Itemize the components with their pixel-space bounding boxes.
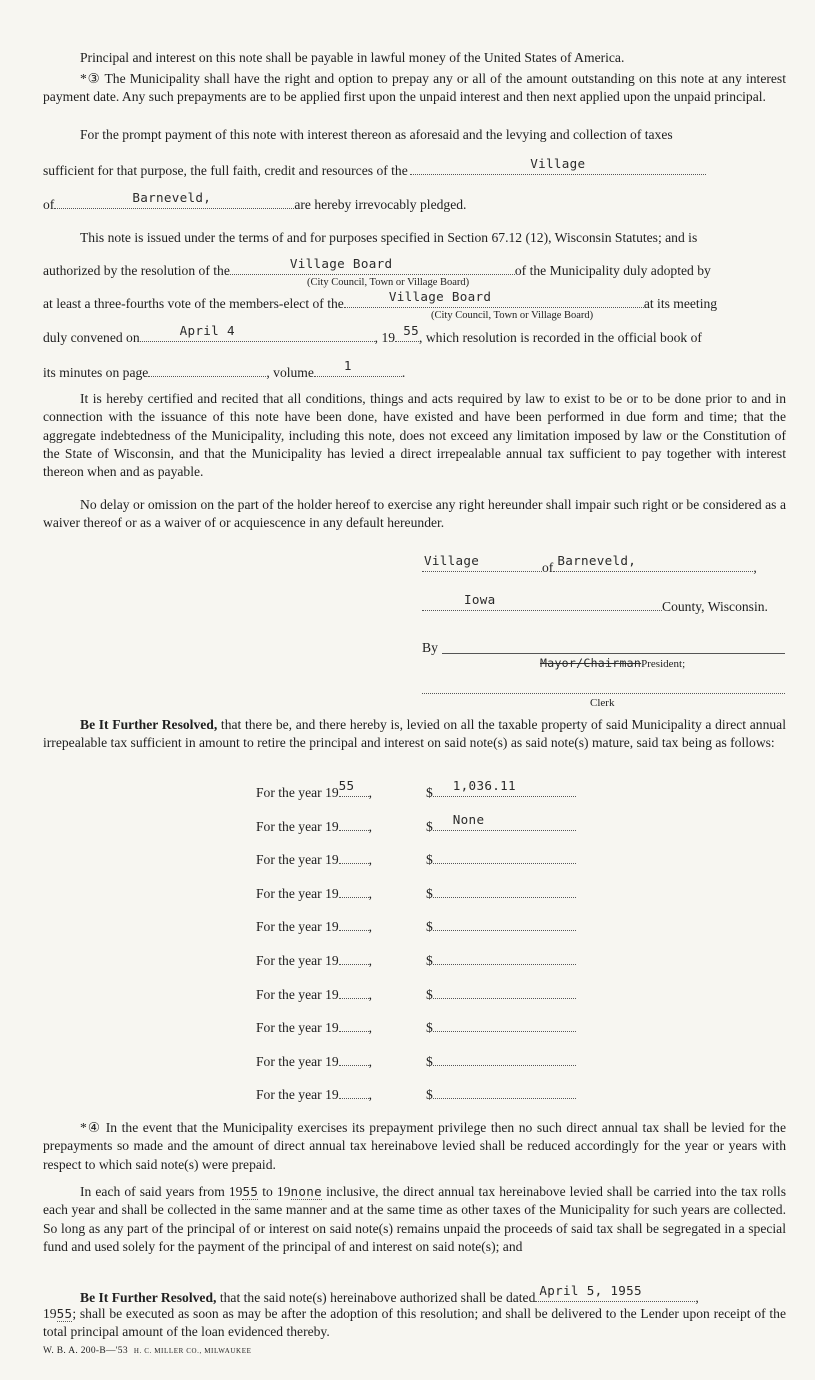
authority-line-2: authorized by the resolution of the Village Board of the Municipality duly adopted by (43, 256, 711, 278)
full-faith-line-3: of Barneveld, are hereby irrevocably pledged. (43, 190, 467, 212)
levy-end-year-field[interactable]: none (290, 1184, 323, 1199)
levy-amount-cell: $ (426, 951, 576, 970)
levy-year-cell: For the year 19 , (256, 819, 373, 834)
levy-amount-field[interactable] (433, 884, 576, 898)
authorizing-body-field[interactable]: Village Board (230, 261, 515, 275)
levy-year-field[interactable] (339, 917, 369, 931)
meeting-date-field[interactable]: April 4 (140, 328, 375, 342)
full-faith-line-2: sufficient for that purpose, the full faith, credit and resources of the Village (43, 161, 706, 180)
clerk-signature-line[interactable] (422, 693, 785, 694)
levy-year-field[interactable] (339, 884, 369, 898)
certification-clause: It is hereby certified and recited that all conditions, things and acts required by law to exist to be or to be done prior to and in connection with the issuance of this note have been done, have existed and have been performed in due form and time; that the aggregate indebtedness of the Municipality, including this note, does not exceed any limitation imposed by law or the Constitution of the State of Wisconsin, and that the Municipality has levied a direct irrepealable annual tax sufficient to pay together with interest thereon when and as payable. (43, 391, 786, 480)
levy-amount-field[interactable] (433, 1052, 576, 1066)
levy-amount-field[interactable] (433, 985, 576, 999)
levy-year-cell: For the year 19 , (256, 987, 373, 1002)
authority-line-1: This note is issued under the terms of and for purposes specified in Section 67.12 (12), Wisconsin Statutes; and is (80, 230, 698, 245)
signature-municipality-line: Village of Barneveld, , (424, 553, 757, 575)
signature-county-line: Iowa County, Wisconsin. (422, 597, 768, 616)
note-year-field[interactable]: 55 (56, 1306, 73, 1321)
levy-amount-cell: $ (426, 1018, 576, 1037)
authority-line-4: duly convened on April 4 , 19 55 , which resolution is recorded in the official book of (43, 323, 702, 345)
levy-amount-cell: $ 1,036.11 (426, 783, 576, 802)
levy-amount-cell: $ (426, 884, 576, 903)
levy-amount-cell: $ (426, 1085, 576, 1104)
levy-amount-cell: $ (426, 1052, 576, 1071)
note-date-field[interactable]: April 5, 1955 (535, 1288, 695, 1302)
levy-year-cell: For the year 19 , (256, 919, 373, 934)
levy-amount-field[interactable]: None (433, 817, 576, 831)
no-waiver-clause: No delay or omission on the part of the holder hereof to exercise any right hereunder shall impair such right or be considered as a waiver thereof or as a waiver of or acquiescence in any default hereunder. (43, 497, 786, 531)
authority-line-3: at least a three-fourths vote of the members-elect of the Village Board at its meeting (43, 289, 718, 311)
levy-year-field[interactable] (339, 850, 369, 864)
levy-amount-cell: $ None (426, 817, 576, 836)
levy-amount-cell: $ (426, 985, 576, 1004)
levy-year-cell: For the year 19 , (256, 953, 373, 968)
president-title-line: Mayor/ChairmanPresident; (540, 656, 686, 670)
body-caption-2: (City Council, Town or Village Board) (431, 310, 594, 321)
note-delivery-clause: 1955; shall be executed as soon as may be after the adoption of this resolution; and shall be delivered to the Lender upon receipt of the total principal amount of the loan evidenced thereby. (43, 1306, 786, 1340)
levy-start-year-field[interactable]: 55 (242, 1184, 259, 1199)
levy-year-cell: For the year 19 55 , (256, 778, 373, 800)
lawful-money-clause: Principal and interest on this note shall be payable in lawful money of the United States of America. (80, 50, 625, 65)
levy-amount-cell: $ (426, 850, 576, 869)
form-footer: W. B. A. 200-B—'53 H. C. MILLER CO., MILWAUKEE (43, 1346, 252, 1356)
levy-amount-cell: $ (426, 917, 576, 936)
levy-amount-field[interactable] (433, 917, 576, 931)
meeting-year-field[interactable]: 55 (395, 328, 419, 342)
municipality-name-field[interactable]: Barneveld, (54, 195, 294, 209)
levy-amount-field[interactable] (433, 1018, 576, 1032)
clerk-caption: Clerk (590, 697, 615, 709)
levy-year-field[interactable] (339, 985, 369, 999)
levy-amount-field[interactable] (433, 1085, 576, 1099)
authority-line-5: its minutes on page , volume 1 . (43, 358, 406, 380)
municipality-type-field[interactable]: Village (410, 161, 706, 175)
tax-levy-resolution: Be It Further Resolved, that there be, and there hereby is, levied on all the taxable property of said Municipality a direct annual irrepealable tax sufficient in amount to retire the principal and interest on said note(s) as said note(s) mature, said tax being as follows: (43, 717, 786, 751)
tax-rolls-clause: In each of said years from 1955 to 19none inclusive, the direct annual tax hereinabove levied shall be carried into the tax rolls each year and shall be collected in the same manner and at the same time as other taxes of the Municipality for such years are collected. So long as any part of the principal of or interest on said note(s) remains unpaid the proceeds of said tax shall be segregated in a special fund and used solely for the payment of the principal of and interest on said note(s); and (43, 1184, 786, 1254)
levy-year-field[interactable] (339, 817, 369, 831)
prepayment-clause: *③ The Municipality shall have the right and option to prepay any or all of the amount outstanding on this note at any interest payment date. Any such prepayments are to be applied first upon the unpaid interest and then next applied upon the unpaid principal. (43, 71, 786, 105)
levy-amount-field[interactable] (433, 850, 576, 864)
signature-by-label: By (422, 640, 438, 655)
levy-year-field[interactable] (339, 1085, 369, 1099)
levy-year-field[interactable] (339, 951, 369, 965)
levy-year-cell: For the year 19 , (256, 1054, 373, 1069)
minutes-volume-field[interactable]: 1 (314, 363, 402, 377)
levy-year-cell: For the year 19 , (256, 886, 373, 901)
minutes-page-field[interactable] (148, 363, 266, 377)
full-faith-line-1: For the prompt payment of this note with interest thereon as aforesaid and the levying and collection of taxes (80, 127, 673, 142)
note-date-line: Be It Further Resolved, that the said note(s) hereinabove authorized shall be dated April 5, 1955 , (80, 1283, 699, 1305)
levy-year-cell: For the year 19 , (256, 852, 373, 867)
body-caption-1: (City Council, Town or Village Board) (307, 277, 470, 288)
levy-year-field[interactable]: 55 (339, 783, 369, 797)
sig-county-field[interactable]: Iowa (422, 597, 662, 611)
levy-year-cell: For the year 19 , (256, 1020, 373, 1035)
levy-amount-field[interactable] (433, 951, 576, 965)
levy-year-cell: For the year 19 , (256, 1087, 373, 1102)
sig-municipality-type-field[interactable]: Village (422, 558, 542, 572)
prepayment-reduction-clause: *④ In the event that the Municipality exercises its prepayment privilege then no such direct annual tax shall be levied for the prepayments so made and the amount of direct annual tax hereinabove levied shall be reduced accordingly for the year or years with respect to which said note(s) were prepaid. (43, 1120, 786, 1172)
sig-municipality-name-field[interactable]: Barneveld, (553, 558, 753, 572)
levy-amount-field[interactable]: 1,036.11 (433, 783, 576, 797)
levy-year-field[interactable] (339, 1052, 369, 1066)
electing-body-field[interactable]: Village Board (344, 294, 644, 308)
levy-year-field[interactable] (339, 1018, 369, 1032)
